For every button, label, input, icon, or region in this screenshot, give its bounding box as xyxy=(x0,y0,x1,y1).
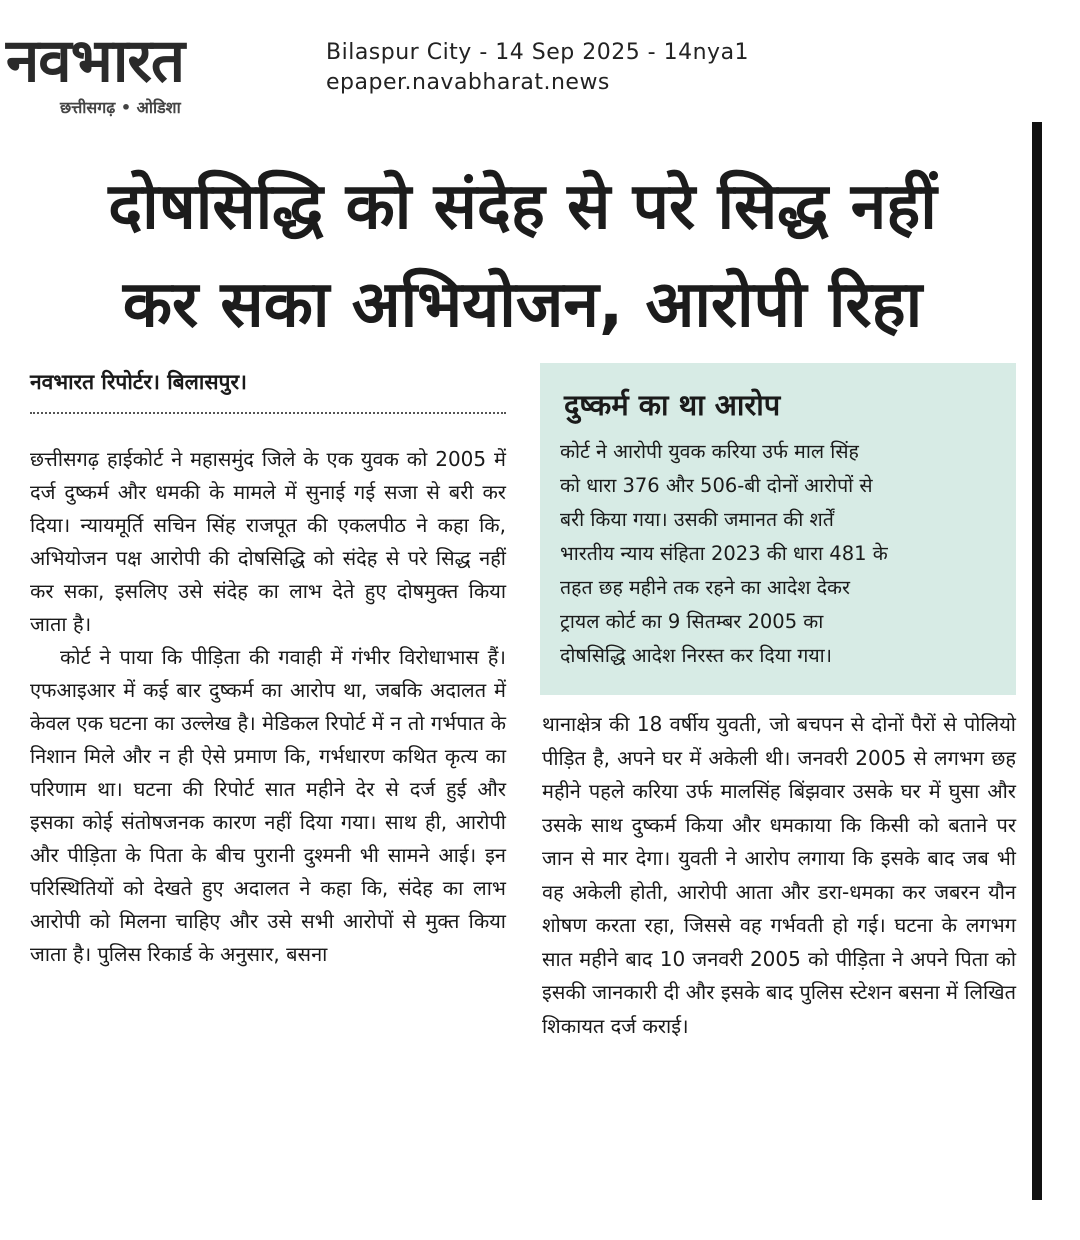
headline-line-2: कर सका अभियोजन, आरोपी रिहा xyxy=(122,268,923,342)
logo-subtitle: छत्तीसगढ़ • ओडिशा xyxy=(60,98,181,117)
sidebar-box-line: दोषसिद्धि आदेश निरस्त कर दिया गया। xyxy=(560,644,833,667)
left-paragraph-2: कोर्ट ने पाया कि पीड़िता की गवाही में गंभीर विरोधाभास हैं। एफआइआर में कई बार दुष्कर्म का आरोप था, जबकि अदालत में केवल एक घटना का उल्लेख है। मेडिकल रिपोर्ट में न तो गर्भपात के निशान मिले और न ही ऐसे प्रमाण कि, गर्भधारण कथित कृत्य का परिणाम था। घटना की रिपोर्ट सात महीने देर से दर्ज हुई और इसका कोई संतोषजनक कारण नहीं दिया गया। साथ ही, आरोपी और पीड़िता के पिता के बीच पुरानी दुश्मनी भी सामने आई। इन परिस्थितियों को देखते हुए अदालत ने कहा कि, संदेह का लाभ आरोपी को मिलना चाहिए और उसे सभी आरोपों से मुक्त किया जाता है। पुलिस रिकार्ड के अनुसार, बसना xyxy=(30,645,506,966)
sidebar-box-text xyxy=(560,435,1000,673)
sidebar-box xyxy=(540,363,1016,695)
masthead xyxy=(0,0,1080,120)
right-border-rule xyxy=(1032,122,1042,1200)
left-column xyxy=(30,443,506,971)
left-paragraph-1: छत्तीसगढ़ हाईकोर्ट ने महासमुंद जिले के एक युवक को 2005 में दर्ज दुष्कर्म और धमकी के मामले में सुनाई गई सजा से बरी कर दिया। न्यायमूर्ति सचिन सिंह राजपूत की एकलपीठ ने कहा कि, अभियोजन पक्ष आरोपी की दोषसिद्धि को संदेह से परे सिद्ध नहीं कर सका, इसलिए उसे संदेह का लाभ देते हुए दोषमुक्त किया जाता है। xyxy=(30,447,506,636)
sidebar-box-line: कोर्ट ने आरोपी युवक करिया उर्फ माल सिंह xyxy=(560,440,859,463)
right-column xyxy=(542,708,1016,1043)
edition-info: Bilaspur City - 14 Sep 2025 - 14nya1 xyxy=(326,40,750,65)
byline-divider xyxy=(30,412,506,414)
sidebar-box-title: दुष्कर्म का था आरोप xyxy=(564,388,781,422)
sidebar-box-line: बरी किया गया। उसकी जमानत की शर्तें xyxy=(560,508,834,531)
sidebar-box-line: भारतीय न्याय संहिता 2023 की धारा 481 के xyxy=(560,542,888,565)
byline: नवभारत रिपोर्टर। बिलासपुर। xyxy=(30,370,248,394)
newspaper-logo xyxy=(4,28,300,120)
right-paragraph-1: थानाक्षेत्र की 18 वर्षीय युवती, जो बचपन से दोनों पैरों से पोलियो पीड़ित है, अपने घर में अकेली थी। जनवरी 2005 से लगभग छह महीने पहले करिया उर्फ मालसिंह बिंझवार उसके घर में घुसा और उसके साथ दुष्कर्म किया और धमकाया कि किसी को बताने पर जान से मार देगा। युवती ने आरोप लगाया कि इसके बाद जब भी वह अकेली होती, आरोपी आता और डरा-धमका कर जबरन यौन शोषण करता रहा, जिससे वह गर्भवती हो गई। घटना के लगभग सात महीने बाद 10 जनवरी 2005 को पीड़िता ने अपने पिता को इसकी जानकारी दी और इसके बाद पुलिस स्टेशन बसना में लिखित शिकायत दर्ज कराई। xyxy=(542,712,1016,1038)
sidebar-box-line: ट्रायल कोर्ट का 9 सितम्बर 2005 का xyxy=(560,610,824,633)
headline-line-1: दोषसिद्धि को संदेह से परे सिद्ध नहीं xyxy=(108,170,937,244)
epaper-url: epaper.navabharat.news xyxy=(326,70,610,95)
sidebar-box-line: को धारा 376 और 506-बी दोनों आरोपों से xyxy=(560,474,873,497)
logo-wordmark: नवभारत xyxy=(6,26,185,96)
article-headline xyxy=(20,158,1025,354)
sidebar-box-line: तहत छह महीने तक रहने का आदेश देकर xyxy=(560,576,851,599)
